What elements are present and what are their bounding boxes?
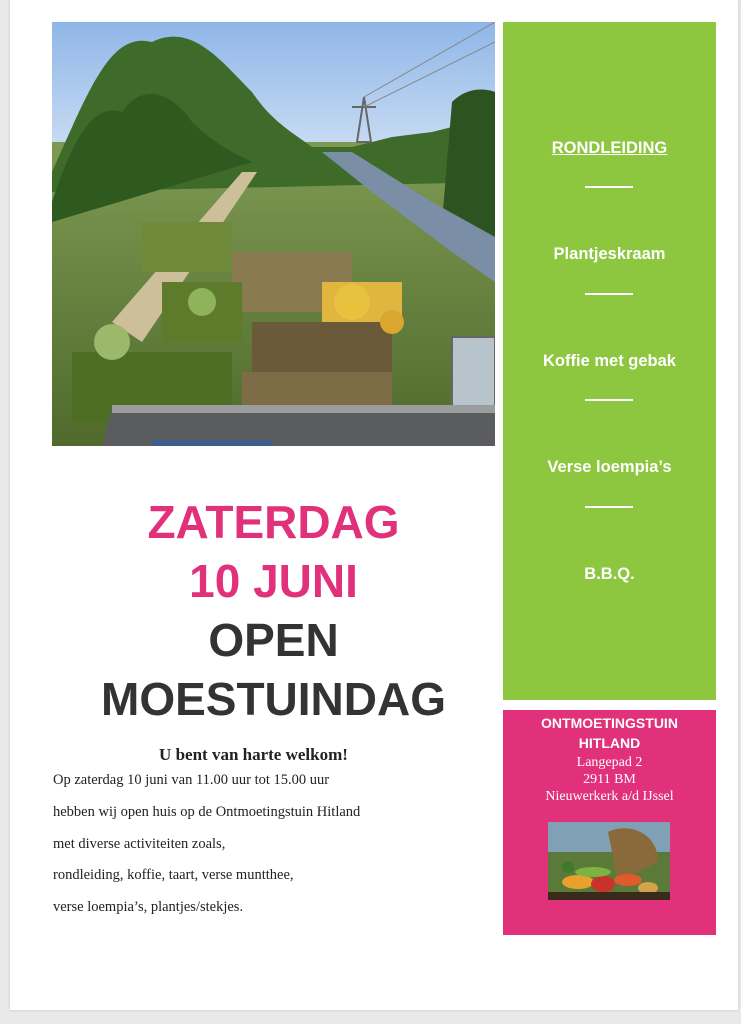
separator: [585, 186, 633, 188]
body-line: hebben wij open huis op de Ontmoetingstuin Hitland: [53, 804, 361, 820]
body-line: met diverse activiteiten zoals,: [53, 836, 226, 852]
body-line: verse loempia’s, plantjes/stekjes.: [53, 899, 244, 915]
venue-city: Nieuwerkerk a/d IJssel: [545, 789, 674, 804]
event-title-line-1: OPEN: [208, 614, 339, 666]
date-line-2: 10 JUNI: [189, 555, 358, 607]
activity-tour: RONDLEIDING: [551, 139, 668, 157]
date-line-1: ZATERDAG: [147, 496, 400, 548]
activity-loempias: Verse loempia’s: [547, 458, 672, 476]
garden-photo: [52, 22, 495, 446]
activities-panel: [503, 22, 716, 700]
separator: [585, 399, 633, 401]
venue-street: Langepad 2: [576, 755, 643, 770]
welcome-text: U bent van harte welkom!: [159, 745, 348, 764]
address-panel: [503, 710, 716, 935]
venue-postal: 2911 BM: [583, 772, 636, 787]
activity-bbq: B.B.Q.: [584, 565, 635, 583]
activity-coffee: Koffie met gebak: [543, 352, 676, 370]
separator: [585, 293, 633, 295]
flyer-page: [10, 0, 738, 1010]
venue-title-line1: ONTMOETINGSTUIN: [541, 715, 678, 731]
body-line: Op zaterdag 10 juni van 11.00 uur tot 15.00 uur: [53, 772, 330, 788]
separator: [585, 506, 633, 508]
vegetable-basket-photo: [548, 822, 670, 900]
activity-plant-stall: Plantjeskraam: [553, 245, 666, 263]
body-line: rondleiding, koffie, taart, verse muntthee,: [53, 867, 294, 883]
venue-title-line2: HITLAND: [578, 735, 641, 751]
venue-title: [503, 713, 716, 753]
event-title-line-2: MOESTUINDAG: [101, 673, 446, 725]
